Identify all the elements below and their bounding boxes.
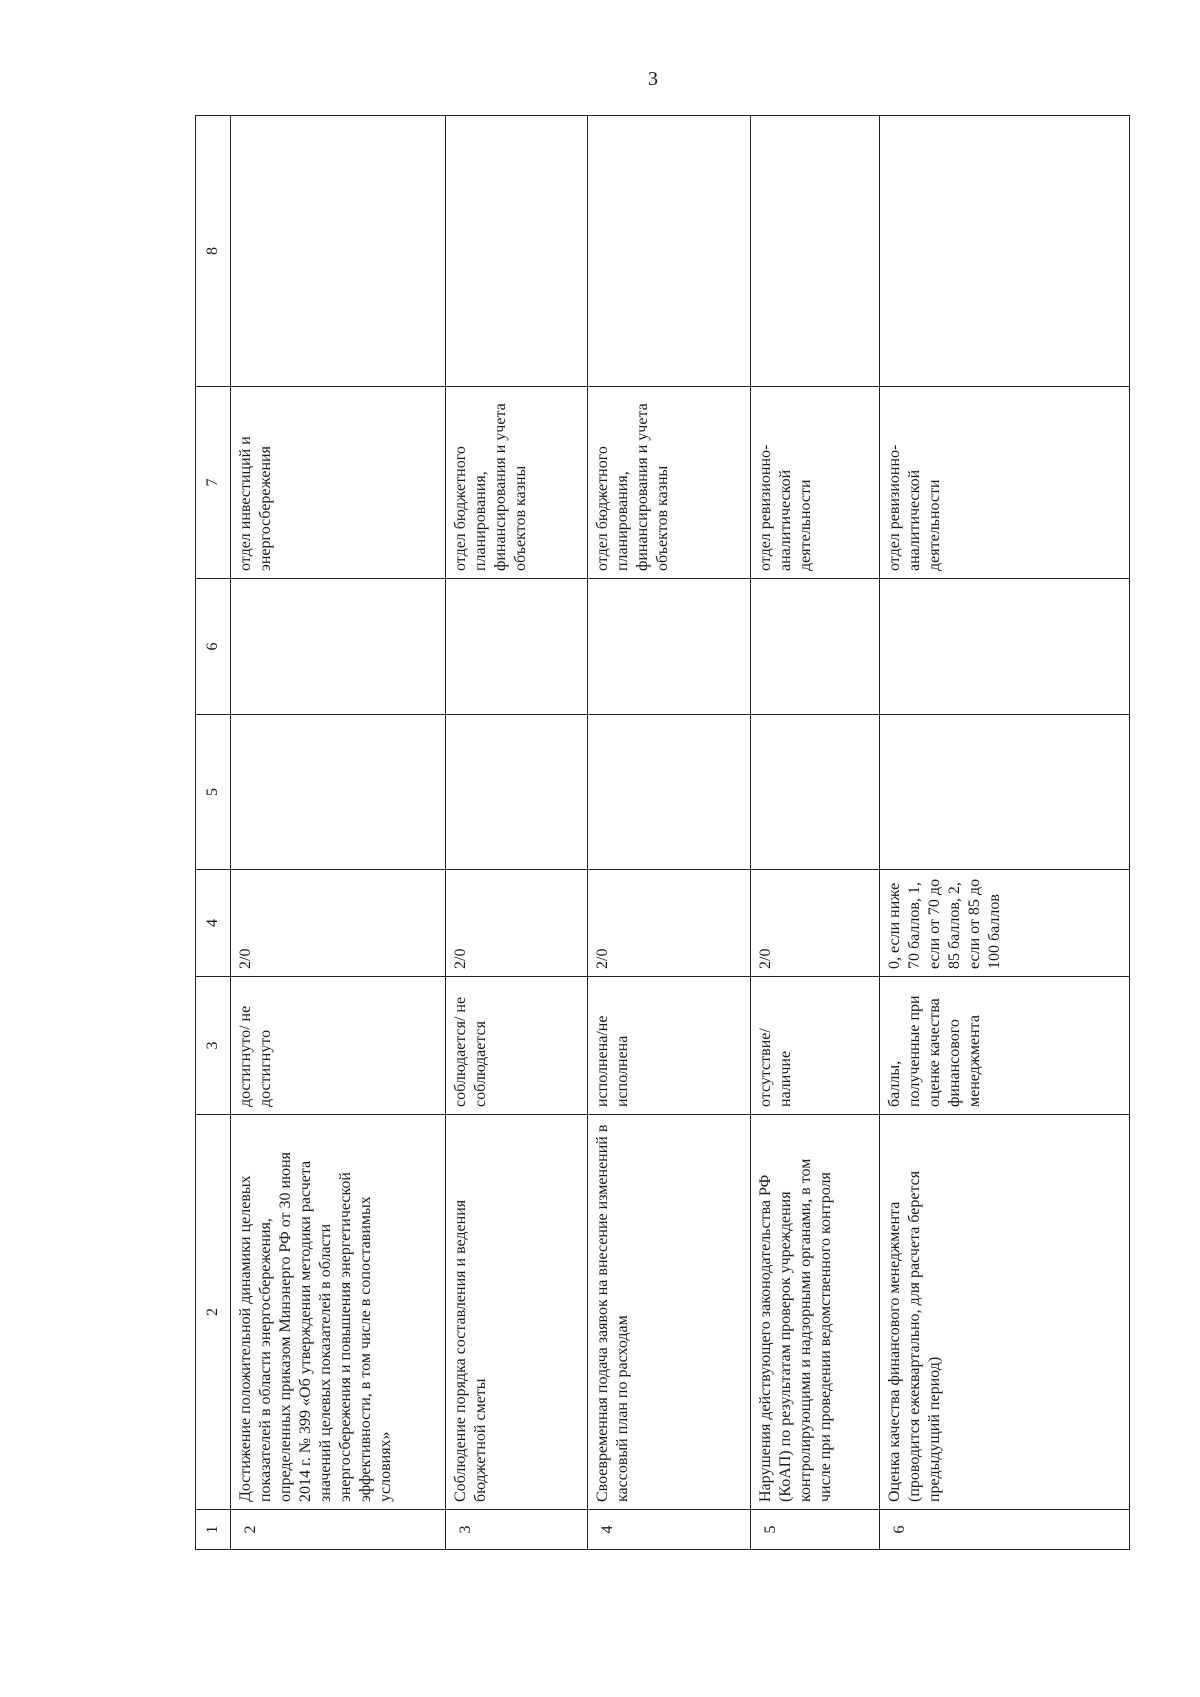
points-cell: 2/0 [231, 870, 446, 977]
header-cell: 4 [196, 870, 231, 977]
table-row [751, 116, 879, 1550]
header-cell: 7 [196, 387, 231, 579]
row-number: 4 [587, 1510, 750, 1550]
criterion-cell: соблюдается/ не соблюдается [446, 977, 587, 1115]
points-cell: 2/0 [751, 870, 879, 977]
cell-col8 [231, 116, 446, 387]
cell-col6 [879, 579, 1129, 715]
header-cell: 8 [196, 116, 231, 387]
table-row [587, 116, 750, 1550]
header-cell: 5 [196, 715, 231, 870]
responsible-cell: отдел бюджетного планирования, финансирования и учета объектов казны [446, 387, 587, 579]
cell-col5 [587, 715, 750, 870]
cell-col6 [231, 579, 446, 715]
row-number: 6 [879, 1510, 1129, 1550]
header-row [196, 116, 231, 1550]
cell-col6 [587, 579, 750, 715]
row-number: 2 [231, 1510, 446, 1550]
responsible-cell: отдел инвестиций и энергосбережения [231, 387, 446, 579]
responsible-cell: отдел ревизионно-аналитической деятельности [879, 387, 1129, 579]
header-cell: 1 [196, 1510, 231, 1550]
cell-col5 [751, 715, 879, 870]
header-cell: 3 [196, 977, 231, 1115]
row-number: 3 [446, 1510, 587, 1550]
responsible-cell: отдел ревизионно-аналитической деятельности [751, 387, 879, 579]
cell-col5 [231, 715, 446, 870]
cell-col5 [879, 715, 1129, 870]
points-cell: 2/0 [587, 870, 750, 977]
table-row [231, 116, 446, 1550]
cell-col8 [879, 116, 1129, 387]
header-cell: 6 [196, 579, 231, 715]
cell-col8 [587, 116, 750, 387]
cell-col8 [751, 116, 879, 387]
cell-col5 [446, 715, 587, 870]
cell-col6 [446, 579, 587, 715]
indicator-cell: Достижение положительной динамики целевых показателей в области энергосбережения, определенных приказом Минэнерго РФ от 30 июня 2014 г. № 399 «Об утверждении методики расчета значений целевых показателей в области энергосбережения и повышения энергетической эффективности, в том числе в сопоставимых условиях» [231, 1115, 446, 1510]
indicator-cell: Нарушения действующего законодательства РФ (КоАП) по результатам проверок учреждения контролирующими и надзорными органами, в том числе при проведении ведомственного контроля [751, 1115, 879, 1510]
row-number: 5 [751, 1510, 879, 1550]
criterion-cell: достигнуто/ не достигнуто [231, 977, 446, 1115]
criteria-table [195, 115, 1130, 1550]
cell-col6 [751, 579, 879, 715]
indicator-cell: Своевременная подача заявок на внесение изменений в кассовый план по расходам [587, 1115, 750, 1510]
indicator-cell: Оценка качества финансового менеджмента (проводится ежеквартально, для расчета берется предыдущий период) [879, 1115, 1129, 1510]
table-row [446, 116, 587, 1550]
criterion-cell: отсутствие/ наличие [751, 977, 879, 1115]
page-number: 3 [648, 68, 658, 90]
table-row [879, 116, 1129, 1550]
criterion-cell: исполнена/не исполнена [587, 977, 750, 1115]
cell-col8 [446, 116, 587, 387]
points-cell: 0, если ниже 70 баллов, 1, если от 70 до 85 баллов, 2, если от 85 до 100 баллов [879, 870, 1129, 977]
points-cell: 2/0 [446, 870, 587, 977]
criterion-cell: баллы, полученные при оценке качества финансового менеджмента [879, 977, 1129, 1115]
header-cell: 2 [196, 1115, 231, 1510]
rotated-table-wrapper [195, 116, 1130, 1550]
responsible-cell: отдел бюджетного планирования, финансирования и учета объектов казны [587, 387, 750, 579]
indicator-cell: Соблюдение порядка составления и ведения бюджетной сметы [446, 1115, 587, 1510]
